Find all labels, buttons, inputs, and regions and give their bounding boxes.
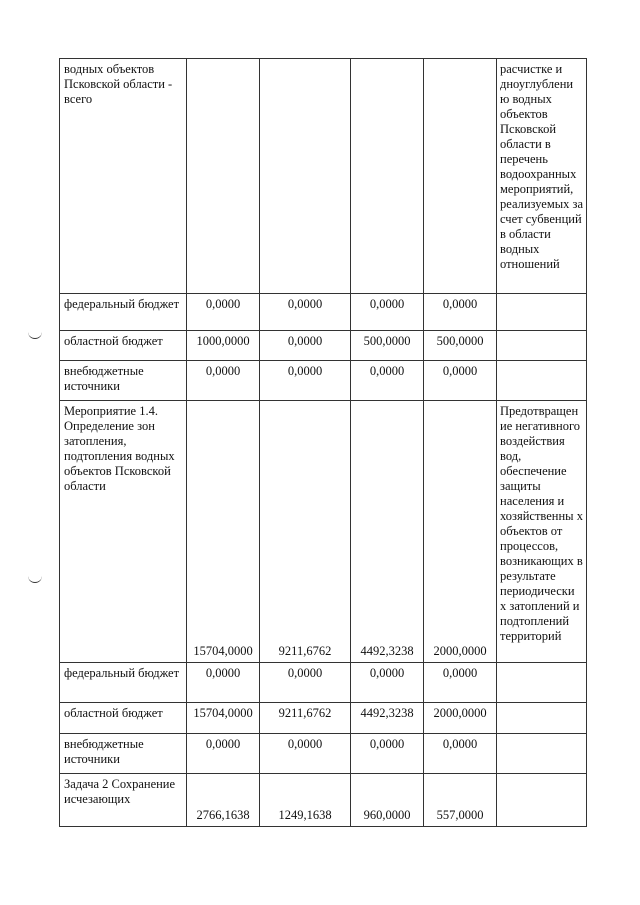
value-cell <box>187 59 260 294</box>
value-cell: 0,0000 <box>260 294 351 331</box>
table-row <box>60 663 587 703</box>
value-cell: 0,0000 <box>260 734 351 774</box>
row-label: внебюджетные источники <box>60 734 187 774</box>
value-cell: 0,0000 <box>187 663 260 703</box>
value-cell: 0,0000 <box>187 361 260 401</box>
row-label: областной бюджет <box>60 703 187 734</box>
row-label: федеральный бюджет <box>60 294 187 331</box>
table-row <box>60 294 587 331</box>
value-cell: 0,0000 <box>260 361 351 401</box>
value-cell: 0,0000 <box>424 663 497 703</box>
value-cell: 1249,1638 <box>260 774 351 827</box>
note-cell <box>497 294 587 331</box>
value-cell: 1000,0000 <box>187 331 260 361</box>
value-cell: 0,0000 <box>351 361 424 401</box>
value-cell: 500,0000 <box>424 331 497 361</box>
note-cell <box>497 734 587 774</box>
table-row <box>60 703 587 734</box>
note-cell: Предотвращен ие негативного воздействия вод, обеспечение защиты населения и хозяйственны х объектов от процессов, возникающих в результате периодически х затоплений и подтоплений территорий <box>497 401 587 663</box>
table-row <box>60 331 587 361</box>
value-cell: 9211,6762 <box>260 401 351 663</box>
budget-table <box>59 58 587 827</box>
row-label: Мероприятие 1.4. Определение зон затопления, подтопления водных объектов Псковской области <box>60 401 187 663</box>
table-row <box>60 774 587 827</box>
row-label: водных объектов Псковской области - всего <box>60 59 187 294</box>
value-cell: 0,0000 <box>260 663 351 703</box>
value-cell: 0,0000 <box>260 331 351 361</box>
value-cell: 0,0000 <box>351 663 424 703</box>
margin-mark <box>28 330 42 339</box>
value-cell: 0,0000 <box>351 734 424 774</box>
value-cell: 9211,6762 <box>260 703 351 734</box>
note-cell <box>497 774 587 827</box>
value-cell: 2000,0000 <box>424 401 497 663</box>
value-cell <box>260 59 351 294</box>
note-cell <box>497 361 587 401</box>
value-cell: 0,0000 <box>351 294 424 331</box>
table-row <box>60 59 587 294</box>
note-cell <box>497 703 587 734</box>
value-cell: 0,0000 <box>187 294 260 331</box>
value-cell: 0,0000 <box>424 734 497 774</box>
table-row <box>60 401 587 663</box>
value-cell: 2000,0000 <box>424 703 497 734</box>
value-cell: 4492,3238 <box>351 401 424 663</box>
value-cell: 15704,0000 <box>187 401 260 663</box>
table-row <box>60 361 587 401</box>
row-label: областной бюджет <box>60 331 187 361</box>
row-label: федеральный бюджет <box>60 663 187 703</box>
value-cell: 15704,0000 <box>187 703 260 734</box>
value-cell: 0,0000 <box>424 294 497 331</box>
value-cell: 557,0000 <box>424 774 497 827</box>
value-cell: 500,0000 <box>351 331 424 361</box>
value-cell: 2766,1638 <box>187 774 260 827</box>
value-cell: 0,0000 <box>187 734 260 774</box>
value-cell: 960,0000 <box>351 774 424 827</box>
note-cell <box>497 663 587 703</box>
value-cell: 4492,3238 <box>351 703 424 734</box>
margin-mark <box>28 574 42 583</box>
row-label: внебюджетные источники <box>60 361 187 401</box>
value-cell <box>424 59 497 294</box>
note-cell <box>497 331 587 361</box>
note-cell: расчистке и дноуглублени ю водных объектов Псковской области в перечень водоохранных мероприятий, реализуемых за счет субвенций в области водных отношений <box>497 59 587 294</box>
value-cell: 0,0000 <box>424 361 497 401</box>
row-label: Задача 2 Сохранение исчезающих <box>60 774 187 827</box>
table-row <box>60 734 587 774</box>
value-cell <box>351 59 424 294</box>
